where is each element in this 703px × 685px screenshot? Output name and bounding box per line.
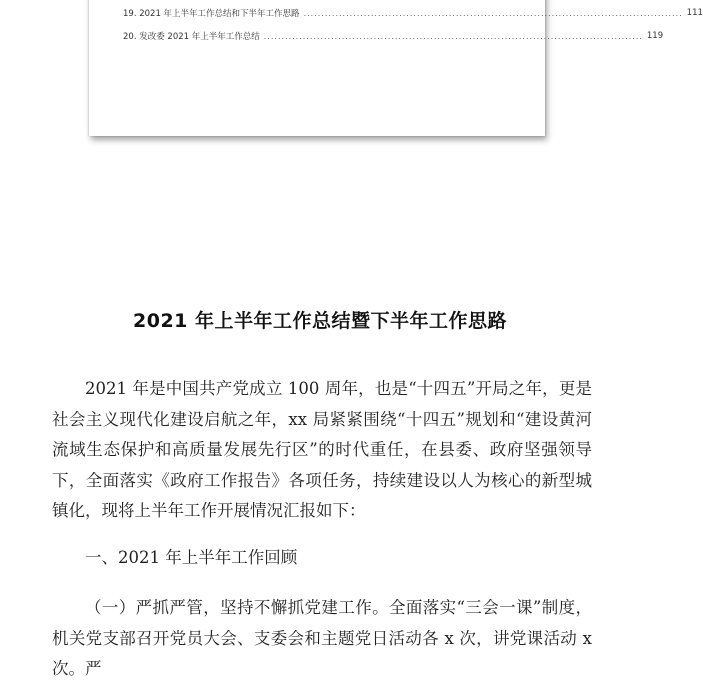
toc-entry-page: 119 bbox=[646, 31, 664, 41]
toc-leader-dots: ........................................................................................................... bbox=[303, 8, 683, 18]
subsection-paragraph: （一）严抓严管，坚持不懈抓党建工作。全面落实“三会一课”制度，机关党支部召开党员大会、支委会和主题党日活动各 x 次，讲党课活动 x 次。严 bbox=[52, 598, 592, 678]
page-title: 2021 年上半年工作总结暨下半年工作思路 bbox=[133, 310, 507, 332]
toc-page-preview bbox=[89, 0, 703, 136]
section-heading: 一、2021 年上半年工作回顾 bbox=[85, 548, 298, 567]
toc-entry-label: 19. 2021 年上半年工作总结和下半年工作思路 bbox=[123, 9, 300, 19]
toc-leader-dots: ........................................................................................................... bbox=[263, 31, 643, 41]
intro-paragraph: 2021 年是中国共产党成立 100 周年，也是“十四五”开局之年，更是社会主义现代化建设启航之年，xx 局紧紧围绕“十四五”规划和“建设黄河流域生态保护和高质量发展先行区”的时代重任，在县委、政府坚强领导下，全面落实《政府工作报告》各项任务，持续建设以人为核心的新型城镇化，现将上半年工作开展情况汇报如下： bbox=[52, 379, 592, 520]
toc-entry-label: 20. 发改委 2021 年上半年工作总结 bbox=[123, 32, 260, 42]
toc-entry-page: 111 bbox=[686, 8, 703, 18]
toc-entry[interactable] bbox=[123, 29, 664, 43]
toc-entry[interactable] bbox=[123, 6, 703, 20]
